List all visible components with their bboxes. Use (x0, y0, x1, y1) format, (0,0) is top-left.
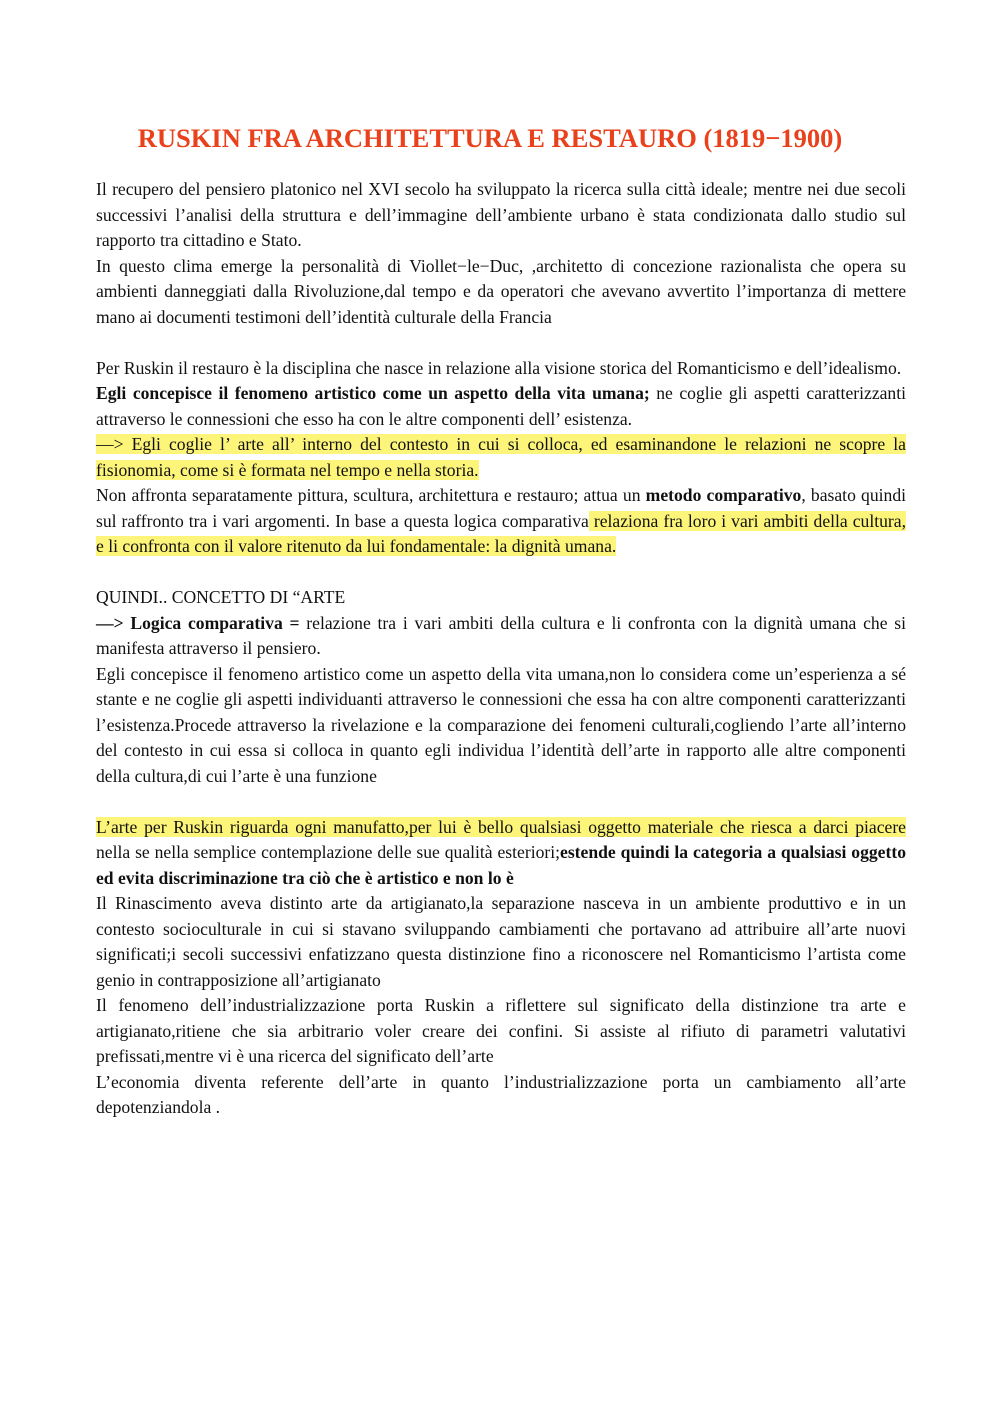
paragraph-gap (96, 789, 906, 815)
paragraph-gap (96, 330, 906, 356)
highlighted-text: L’arte per Ruskin riguarda ogni manufatto,per lui è bello qualsiasi oggetto materiale che riesca a darci piacere (96, 816, 906, 837)
plain-text: relazione tra i vari ambiti della cultura e li confronta con la dignità umana che si manifesta attraverso il pensiero. (96, 612, 906, 658)
paragraph-manufatto (96, 815, 906, 892)
plain-text: nella se nella semplice contemplazione delle sue qualità esteriori; (96, 842, 561, 862)
paragraph-economia: L’economia diventa referente dell’arte in quanto l’industrializzazione porta un cambiamento all’arte depotenziandola . (96, 1071, 906, 1117)
bold-text: metodo comparativo (645, 485, 802, 505)
page-title: RUSKIN FRA ARCHITETTURA E RESTAURO (1819−1900) (137, 123, 843, 153)
section-heading-concetto: QUINDI.. CONCETTO DI “ARTE (96, 587, 346, 607)
paragraph-logica (96, 611, 906, 662)
paragraph-viollet: In questo clima emerge la personalità di Viollet−le−Duc, ,architetto di concezione razionalista che opera su ambienti danneggiati dalla Rivoluzione,dal tempo e da operatori che avevano avvertito l’importanza di mettere mano ai documenti testimoni dell’identità culturale della Francia (96, 255, 906, 327)
paragraph-fenomeno (96, 381, 906, 432)
paragraph-restauro: Per Ruskin il restauro è la disciplina che nasce in relazione alla visione storica del Romanticismo e dell’idealismo. (96, 357, 902, 378)
highlighted-text: —> Egli coglie l’ arte all’ interno del contesto in cui si colloca, ed esaminandone le relazioni ne scopre la fisionomia, come si è formata nel tempo e nella storia. (96, 434, 906, 480)
plain-text: Non affronta separatamente pittura, scultura, architettura e restauro; attua un (96, 485, 646, 505)
paragraph-gap (96, 560, 906, 586)
document-body (96, 177, 906, 1121)
bold-text: estende quindi la categoria a qualsiasi oggetto ed evita discriminazione tra ciò che è artistico e non lo è (96, 842, 906, 888)
bold-text: Egli concepisce il fenomeno artistico come un aspetto della vita umana; (96, 383, 650, 403)
paragraph-metodo (96, 483, 906, 560)
paragraph-industrializzazione: Il fenomeno dell’industrializzazione porta Ruskin a riflettere sul significato della distinzione tra arte e artigianato,ritiene che sia arbitrario voler creare dei confini. Si assiste al rifiuto di parametri valutativi prefissati,mentre vi è una ricerca del significato dell’arte (96, 995, 906, 1066)
paragraph-platonic: Il recupero del pensiero platonico nel XVI secolo ha sviluppato la ricerca sulla città ideale; mentre nei due secoli successivi l’analisi della struttura e dell’immagine dell’ambiente urbano è stata condizionata dallo studio sul rapporto tra cittadino e Stato. (96, 179, 906, 250)
highlighted-text: relaziona fra loro i vari ambiti della cultura, e li confronta con il valore ritenuto da lui fondamentale: la dignità umana. (96, 510, 906, 556)
plain-text: ne coglie gli aspetti caratterizzanti attraverso le connessioni che esso ha con le altre componenti dell’ esistenza. (96, 383, 907, 429)
paragraph-esperienza: Egli concepisce il fenomeno artistico come un aspetto della vita umana,non lo considera come un’esperienza a sé stante e ne coglie gli aspetti individuanti attraverso le connessioni che essa ha con altre componenti caratterizzanti l’esistenza.Procede attraverso la rivelazione e la comparazione dei fenomeni culturali,cogliendo l’arte all’interno del contesto in cui essa si colloca in quanto egli individua l’identità dell’arte in rapporto alle altre componenti della cultura,di cui l’arte è una funzione (96, 663, 906, 786)
plain-text: , basato quindi sul raffronto tra i vari argomenti. In base a questa logica comparativa (96, 485, 906, 531)
paragraph-rinascimento: Il Rinascimento aveva distinto arte da artigianato,la separazione nasceva in un ambiente produttivo e in un contesto socioculturale in cui si stavano sviluppando cambiamenti che portavano ad attribuire all’arte nuovi significati;i secoli successivi enfatizzano questa distinzione fino a riconoscere nel Romanticismo l’artista come genio in contrapposizione all’artigianato (96, 893, 906, 990)
paragraph-contesto (96, 432, 906, 483)
bold-text: —> Logica comparativa = (96, 612, 300, 633)
